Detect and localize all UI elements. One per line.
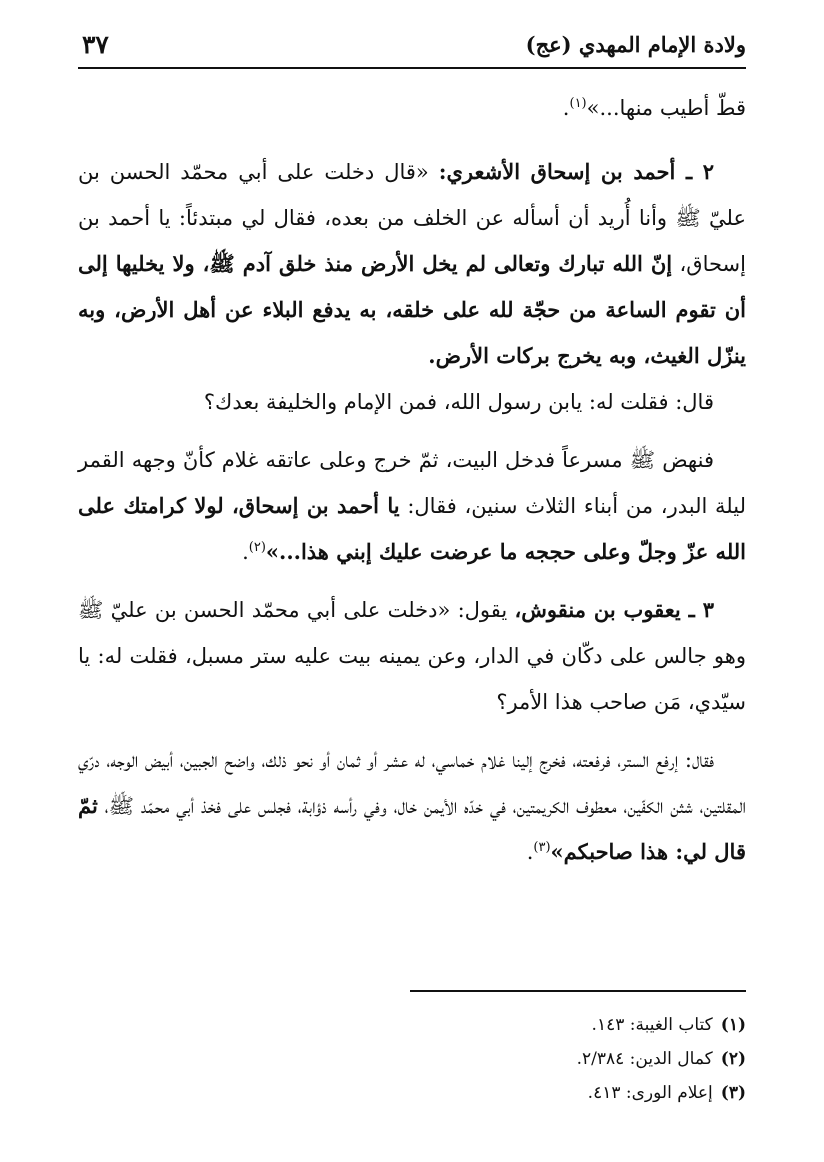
footnote-ref: (٣): [533, 840, 551, 855]
paragraph-text: قطّ أطيب منها...»: [586, 96, 746, 120]
footnote-text: كتاب الغيبة: ١٤٣.: [591, 1015, 713, 1035]
footnote-text: كمال الدين: ٢/٣٨٤.: [576, 1049, 713, 1069]
footnote-ref: (٢): [248, 540, 266, 555]
footnote-number: (٣): [720, 1083, 746, 1103]
paragraph-description: فقال: إرفع الستر، فرفعته، فخرج إلينا غلام خماسي، له عشر أو ثمان أو نحو ذلك، واضح الجبين، أبيض الوجه، درّي المقلتين، شثن الكفّين، معطوف الكريمتين، في خدّه الأيمن خال، وفي رأسه ذؤابة، فجلس على فخذ أبي محمّد ﷺ، ثمّ قال لي: هذا صاحبكم»$^{(٣)}$.: [78, 748, 746, 864]
main-text: [78, 85, 746, 875]
footnote-item: [386, 1076, 746, 1110]
paragraph-text: قال: فقلت له: يابن رسول الله، فمن الإمام والخليفة بعدك؟: [203, 390, 714, 414]
paragraph-narration-3: [78, 587, 746, 725]
footnote-rule: [410, 990, 746, 992]
paragraph-text: فنهض ﷺ مسرعاً فدخل البيت، ثمّ خرج وعلى عاتقه غلام كأنّ وجهه القمر ليلة البدر، من أبناء الثلاث سنين، فقال:: [78, 448, 746, 518]
footnote-text: إعلام الورى: ٤١٣.: [587, 1083, 713, 1103]
paragraph-text: يقول: «دخلت على أبي محمّد الحسن بن عليّ ﷺ وهو جالس على دكّان في الدار، وعن يمينه بيت عليه ستر مسبل، فقلت له: يا سيّدي، مَن صاحب هذا الأمر؟: [78, 598, 746, 714]
page-number: ٣٧: [82, 30, 109, 59]
quoted-text: يا أحمد بن إسحاق، لولا كرامتك على الله عزّ وجلّ وعلى حججه ما عرضت عليك إبني هذا...»: [78, 493, 746, 564]
narrator-label: ٢ ـ أحمد بن إسحاق الأشعري:: [438, 159, 714, 184]
running-header: [78, 30, 746, 66]
footnote-ref: (١): [569, 96, 587, 111]
footnote-number: (٢): [720, 1049, 746, 1069]
paragraph-question: [78, 379, 746, 425]
narrator-label: ٣ ـ يعقوب بن منقوش،: [514, 597, 714, 622]
paragraph-text: «قال دخلت على أبي محمّد الحسن بن عليّ ﷺ وأنا أُريد أن أسأله عن الخلف من بعده، فقال لي مبتدئاً: يا أحمد بن إسحاق،: [78, 160, 746, 276]
footnote-item: [386, 1008, 746, 1042]
paragraph-narration-2: [78, 149, 746, 379]
header-title: ولادة الإمام المهدي (عج): [525, 32, 746, 57]
paragraph-answer: فنهض ﷺ مسرعاً فدخل البيت، ثمّ خرج وعلى عاتقه غلام كأنّ وجهه القمر ليلة البدر، من أبناء الثلاث سنين، فقال: يا أحمد بن إسحاق، لولا كرامتك على الله عزّ وجلّ وعلى حججه ما عرضت عليك إبني هذا...»$^{(٢)}$.: [78, 448, 746, 564]
quoted-text: ثمّ قال لي: هذا صاحبكم»: [78, 793, 746, 864]
paragraph-text: فقال: إرفع الستر، فرفعته، فخرج إلينا غلام خماسي، له عشر أو ثمان أو نحو ذلك، واضح الجبين، أبيض الوجه، درّي المقلتين، شثن الكفّين، معطوف الكريمتين، في خدّه الأيمن خال، وفي رأسه ذؤابة، فجلس على فخذ أبي محمّد ﷺ،: [78, 748, 746, 818]
header-rule: [78, 67, 746, 69]
footnotes: [386, 1008, 746, 1110]
footnote-number: (١): [720, 1015, 746, 1035]
footnote-item: [386, 1042, 746, 1076]
quoted-text: إنّ الله تبارك وتعالى لم يخل الأرض منذ خلق آدم ﷺ، ولا يخليها إلى أن تقوم الساعة من حجّة لله على خلقه، به يدفع البلاء عن أهل الأرض، وبه ينزّل الغيث، وبه يخرج بركات الأرض.: [78, 251, 746, 368]
paragraph-continuation: قطّ أطيب منها...»$^{(١)}$.: [562, 96, 746, 120]
